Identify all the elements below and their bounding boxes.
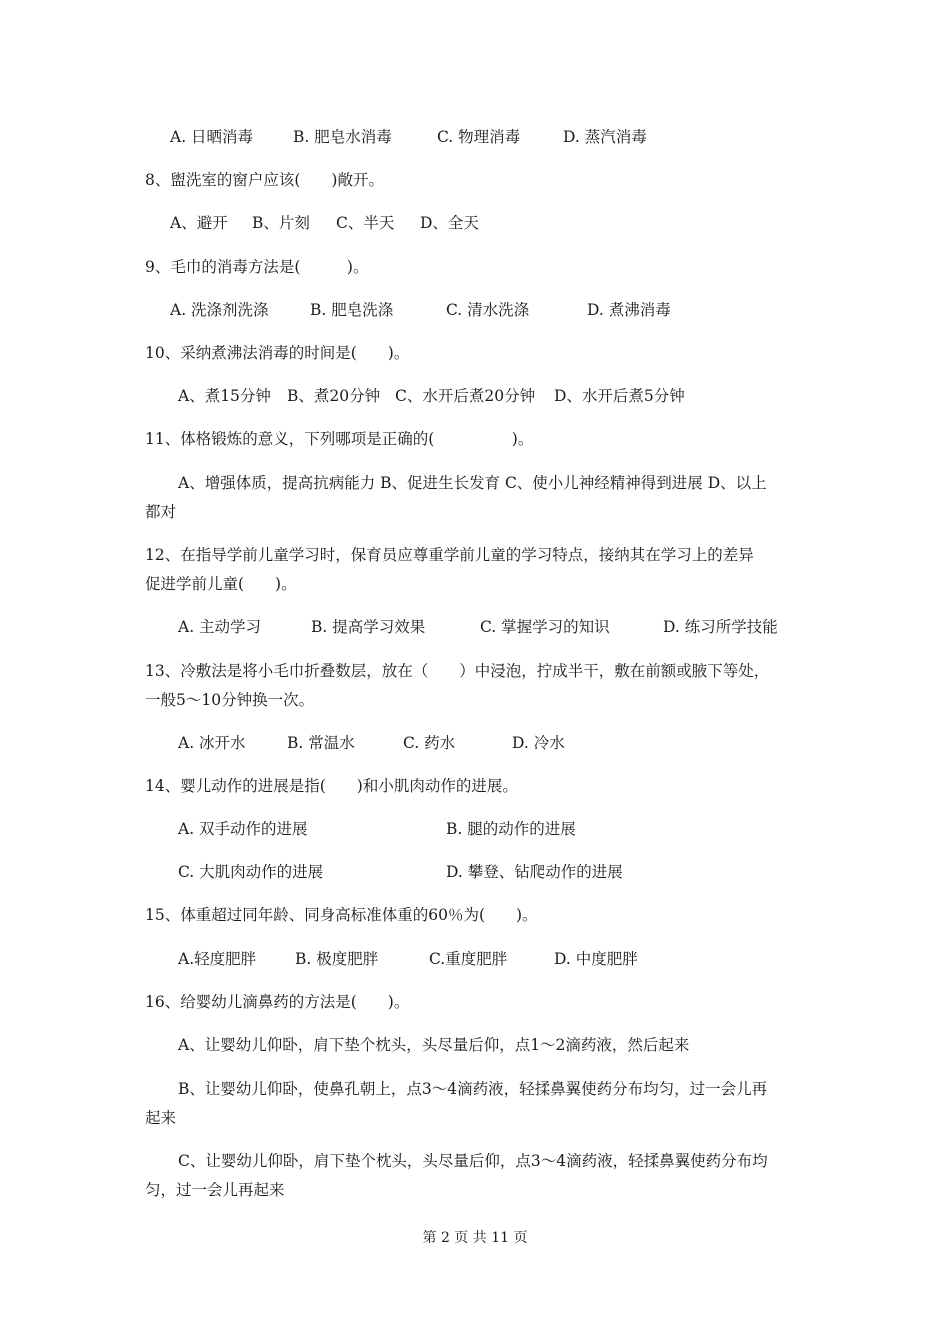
q12-stem-line2: 促进学前儿童( )。	[145, 575, 297, 593]
q13-stem-line1: 13、冷敷法是将小毛巾折叠数层，放在（ ）中浸泡，拧成半干，敷在前额或腋下等处，	[145, 662, 770, 680]
q15-option-c: C.重度肥胖	[429, 950, 508, 968]
q10-option-b: B、煮20分钟	[287, 387, 381, 405]
q9-option-c: C. 清水洗涤	[446, 301, 530, 319]
q7-option-a: A. 日晒消毒	[170, 128, 254, 146]
q15-option-d: D. 中度肥胖	[554, 950, 638, 968]
q8-option-c: C、半天	[336, 214, 395, 232]
q14-option-c: C. 大肌肉动作的进展	[178, 863, 324, 881]
q10-option-a: A、煮15分钟	[178, 387, 271, 405]
q9-option-a: A. 洗涤剂洗涤	[170, 301, 269, 319]
q16-stem: 16、给婴幼儿滴鼻药的方法是( )。	[145, 993, 410, 1011]
q12-stem-line1: 12、在指导学前儿童学习时，保育员应尊重学前儿童的学习特点，接纳其在学习上的差异	[145, 546, 754, 564]
q13-stem-line2: 一般5～10分钟换一次。	[145, 691, 315, 709]
q11-options-line1: A、增强体质，提高抗病能力 B、促进生长发育 C、使小儿神经精神得到进展 D、以上	[178, 474, 767, 492]
q15-option-b: B. 极度肥胖	[295, 950, 379, 968]
q10-option-c: C、水开后煮20分钟	[395, 387, 536, 405]
q14-stem: 14、婴儿动作的进展是指( )和小肌肉动作的进展。	[145, 777, 518, 795]
q12-option-a: A. 主动学习	[178, 618, 262, 636]
q14-option-a: A. 双手动作的进展	[178, 820, 308, 838]
q10-stem: 10、采纳煮沸法消毒的时间是( )。	[145, 344, 410, 362]
q13-option-d: D. 冷水	[512, 734, 565, 752]
q9-stem: 9、毛巾的消毒方法是( )。	[145, 258, 369, 276]
q13-option-a: A. 冰开水	[178, 734, 246, 752]
q12-option-b: B. 提高学习效果	[311, 618, 426, 636]
q15-option-a: A.轻度肥胖	[178, 950, 257, 968]
q7-option-c: C. 物理消毒	[437, 128, 521, 146]
q11-options-line2: 都对	[145, 503, 177, 521]
page-footer: 第 2 页 共 11 页	[422, 1230, 528, 1246]
q16-option-c-line2: 匀，过一会儿再起来	[145, 1181, 285, 1199]
q16-option-a: A、让婴幼儿仰卧，肩下垫个枕头，头尽量后仰，点1～2滴药液，然后起来	[178, 1036, 690, 1054]
q13-option-c: C. 药水	[403, 734, 456, 752]
q14-option-d: D. 攀登、钻爬动作的进展	[446, 863, 623, 881]
q13-option-b: B. 常温水	[287, 734, 355, 752]
q8-option-d: D、全天	[420, 214, 479, 232]
q8-option-a: A、避开	[170, 214, 228, 232]
q16-option-b-line2: 起来	[145, 1109, 177, 1127]
q8-option-b: B、片刻	[252, 214, 310, 232]
q12-option-d: D. 练习所学技能	[663, 618, 778, 636]
q8-stem: 8、盥洗室的窗户应该( )敞开。	[145, 171, 384, 189]
q10-option-d: D、水开后煮5分钟	[554, 387, 685, 405]
q16-option-c-line1: C、让婴幼儿仰卧，肩下垫个枕头，头尽量后仰，点3～4滴药液，轻揉鼻翼使药分布均	[178, 1152, 768, 1170]
q16-option-b-line1: B、让婴幼儿仰卧，使鼻孔朝上，点3～4滴药液，轻揉鼻翼使药分布均匀，过一会儿再	[178, 1080, 768, 1098]
q11-stem: 11、体格锻炼的意义，下列哪项是正确的( )。	[145, 430, 534, 448]
q7-option-d: D. 蒸汽消毒	[563, 128, 647, 146]
q9-option-d: D. 煮沸消毒	[587, 301, 671, 319]
q12-option-c: C. 掌握学习的知识	[480, 618, 610, 636]
q15-stem: 15、体重超过同年龄、同身高标准体重的60％为( )。	[145, 906, 538, 924]
q9-option-b: B. 肥皂洗涤	[310, 301, 394, 319]
q14-option-b: B. 腿的动作的进展	[446, 820, 576, 838]
q7-option-b: B. 肥皂水消毒	[293, 128, 392, 146]
